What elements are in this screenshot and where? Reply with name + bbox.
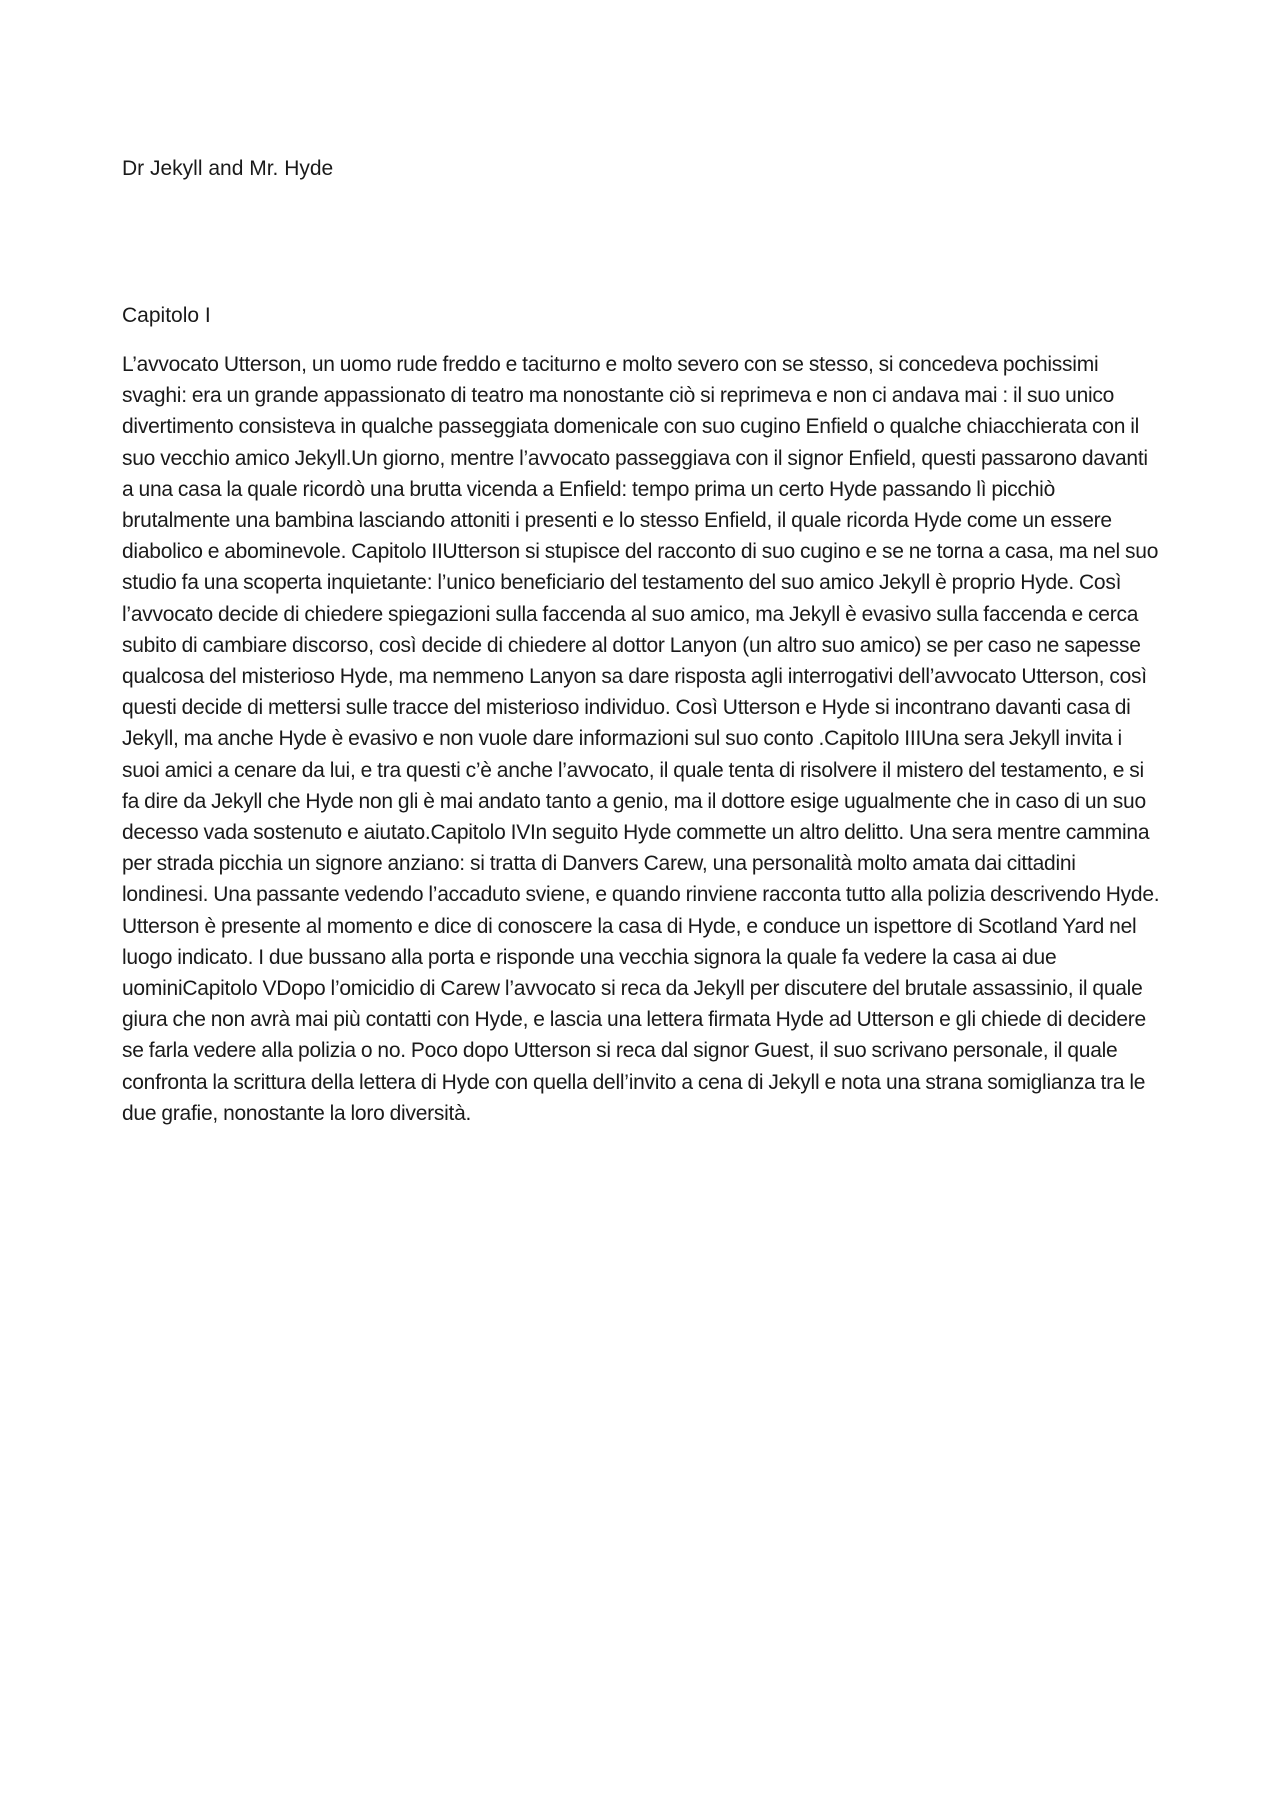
chapter-heading: Capitolo I <box>122 304 211 327</box>
body-paragraph: L’avvocato Utterson, un uomo rude freddo e taciturno e molto severo con se stesso, si concedeva pochissimi svaghi: era un grande appassionato di teatro ma nonostante ciò si reprimeva e non ci andava mai : il suo unico divertimento consisteva in qualche passeggiata domenicale con suo cugino Enfield o qualche chiacchierata con il suo vecchio amico Jekyll.Un giorno, mentre l’avvocato passeggiava con il signor Enfield, questi passarono davanti a una casa la quale ricordò una brutta vicenda a Enfield: tempo prima un certo Hyde passando lì picchiò brutalmente una bambina lasciando attoniti i presenti e lo stesso Enfield, il quale ricorda Hyde come un essere diabolico e abominevole. Capitolo IIUtterson si stupisce del racconto di suo cugino e se ne torna a casa, ma nel suo studio fa una scoperta inquietante: l’unico beneficiario del testamento del suo amico Jekyll è proprio Hyde. Così l’avvocato decide di chiedere spiegazioni sulla faccenda al suo amico, ma Jekyll è evasivo sulla faccenda e cerca subito di cambiare discorso, così decide di chiedere al dottor Lanyon (un altro suo amico) se per caso ne sapesse qualcosa del misterioso Hyde, ma nemmeno Lanyon sa dare risposta agli interrogativi dell’avvocato Utterson, così questi decide di mettersi sulle tracce del misterioso individuo. Così Utterson e Hyde si incontrano davanti casa di Jekyll, ma anche Hyde è evasivo e non vuole dare informazioni sul suo conto .Capitolo IIIUna sera Jekyll invita i suoi amici a cenare da lui, e tra questi c’è anche l’avvocato, il quale tenta di risolvere il mistero del testamento, e si fa dire da Jekyll che Hyde non gli è mai andato tanto a genio, ma il dottore esige ugualmente che in caso di un suo decesso vada sostenuto e aiutato.Capitolo IVIn seguito Hyde commette un altro delitto. Una sera mentre cammina per strada picchia un signore anziano: si tratta di Danvers Carew, una personalità molto amata dai cittadini londinesi. Una passante vedendo l’accaduto sviene, e quando rinviene racconta tutto alla polizia descrivendo Hyde. Utterson è presente al momento e dice di conoscere la casa di Hyde, e conduce un ispettore di Scotland Yard nel luogo indicato. I due bussano alla porta e risponde una vecchia signora la quale fa vedere la casa ai due uominiCapitolo VDopo l’omicidio di Carew l’avvocato si reca da Jekyll per discutere del brutale assassinio, il quale giura che non avrà mai più contatti con Hyde, e lascia una lettera firmata Hyde ad Utterson e gli chiede di decidere se farla vedere alla polizia o no. Poco dopo Utterson si reca dal signor Guest, il suo scrivano personale, il quale confronta la scrittura della lettera di Hyde con quella dell’invito a cena di Jekyll e nota una strana somiglianza tra le due grafie, nonostante la loro diversità. <box>122 353 1160 1125</box>
document-title: Dr Jekyll and Mr. Hyde <box>122 157 334 180</box>
